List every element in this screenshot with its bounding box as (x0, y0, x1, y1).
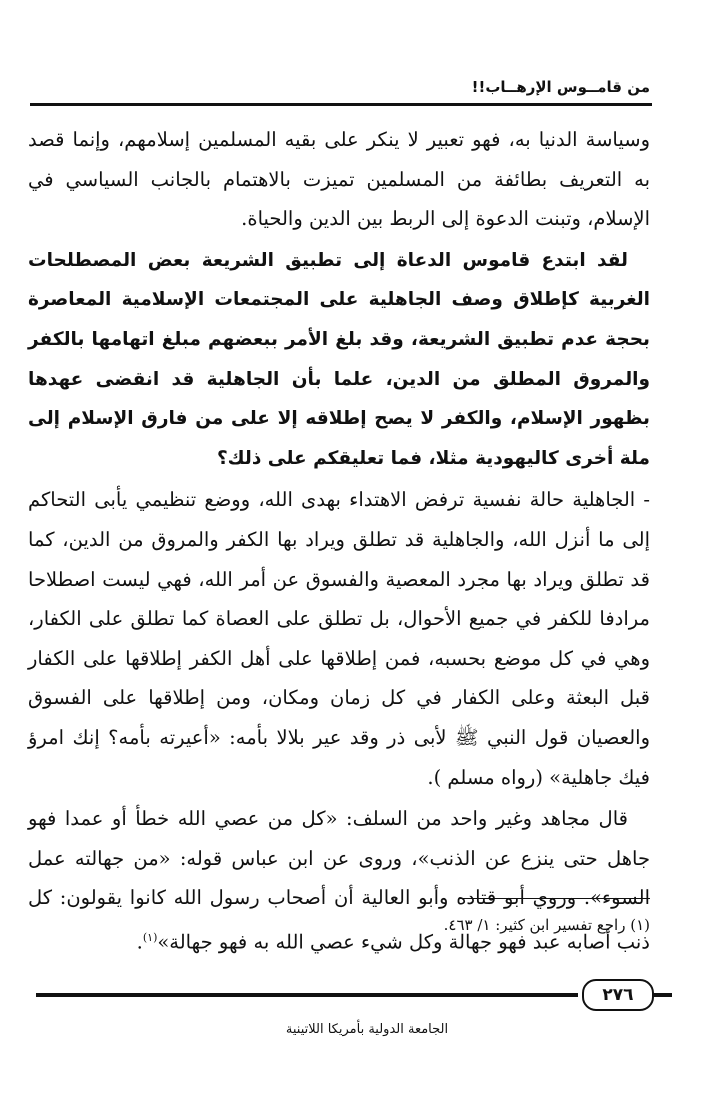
question-paragraph: لقد ابتدع قاموس الدعاة إلى تطبيق الشريعة بعض المصطلحات الغربية كإطلاق وصف الجاهلية على المجتمعات الإسلامية المعاصرة بحجة عدم تطبيق الشريعة، وقد بلغ الأمر ببعضهم مبلغ اتهامها بالكفر والمروق المطلق من الدين، علما بأن الجاهلية قد انقضى عهدها بظهور الإسلام، والكفر لا يصح إطلاقه إلا على من فارق الإسلام إلى ملة أخرى كاليهودية مثلا، فما تعليقكم على ذلك؟ (28, 249, 650, 469)
running-header: من قامــوس الإرهــاب!! (471, 78, 650, 96)
footnote-rule (460, 898, 650, 899)
footnote: (١) راجع تفسير ابن كثير: ١/ ٤٦٣. (443, 916, 650, 934)
quotation-paragraph: قال مجاهد وغير واحد من السلف: «كل من عصي الله خطأ أو عمدا فهو جاهل حتى ينزع عن الذنب»، وروى عن ابن عباس قوله: «من جهالته عمل السوء». وروي أبو قتاده وأبو العالية أن أصحاب رسول الله كانوا يقولون: كل ذنب أصابه عبد فهو جهالة وكل شيء عصي الله به فهو جهالة»$^{(١)}$. (28, 807, 650, 954)
footer-rule-right (654, 993, 672, 997)
quotation-text: قال مجاهد وغير واحد من السلف: «كل من عصي الله خطأ أو عمدا فهو جاهل حتى ينزع عن الذنب»، وروى عن ابن عباس قوله: «من جهالته عمل السوء». وروي أبو قتاده وأبو العالية أن أصحاب رسول الله كانوا يقولون: كل ذنب أصابه عبد فهو جهالة وكل شيء عصي الله به فهو جهالة» (28, 807, 650, 954)
header-rule (30, 103, 652, 106)
footnote-marker: (١) (142, 930, 158, 944)
body-text (28, 120, 650, 964)
page-number: ٢٧٦ (582, 979, 654, 1011)
answer-paragraph: - الجاهلية حالة نفسية ترفض الاهتداء بهدى الله، ووضع تنظيمي يأبى التحاكم إلى ما أنزل الله، والجاهلية قد تطلق ويراد بها الكفر والمروق من الدين، كما قد تطلق ويراد بها مجرد المعصية والفسوق عن أمر الله، فهي ليست اصطلاحا مرادفا للكفر في جميع الأحوال، بل تطلق على العصاة كما تطلق على الكفار، وهي في كل موضع بحسبه، فمن إطلاقها على أهل الكفر إطلاقها على الكفار قبل البعثة وعلى الكفار في كل زمان ومكان، ومن إطلاقها على الفسوق والعصيان قول النبي ﷺ لأبى ذر وقد عير بلالا بأمه: «أعيرته بأمه؟ إنك امرؤ فيك جاهلية» (رواه مسلم ). (28, 488, 650, 789)
footer-label: الجامعة الدولية بأمريكا اللاتينية (285, 1022, 449, 1037)
paragraph-continuation: وسياسة الدنيا به، فهو تعبير لا ينكر على بقيه المسلمين إسلامهم، وإنما قصد به التعريف بطائفة من المسلمين تميزت بالاهتمام بالجانب السياسي في الإسلام، وتبنت الدعوة إلى الربط بين الدين والحياة. (28, 128, 650, 231)
footer-rule-left (36, 993, 578, 997)
